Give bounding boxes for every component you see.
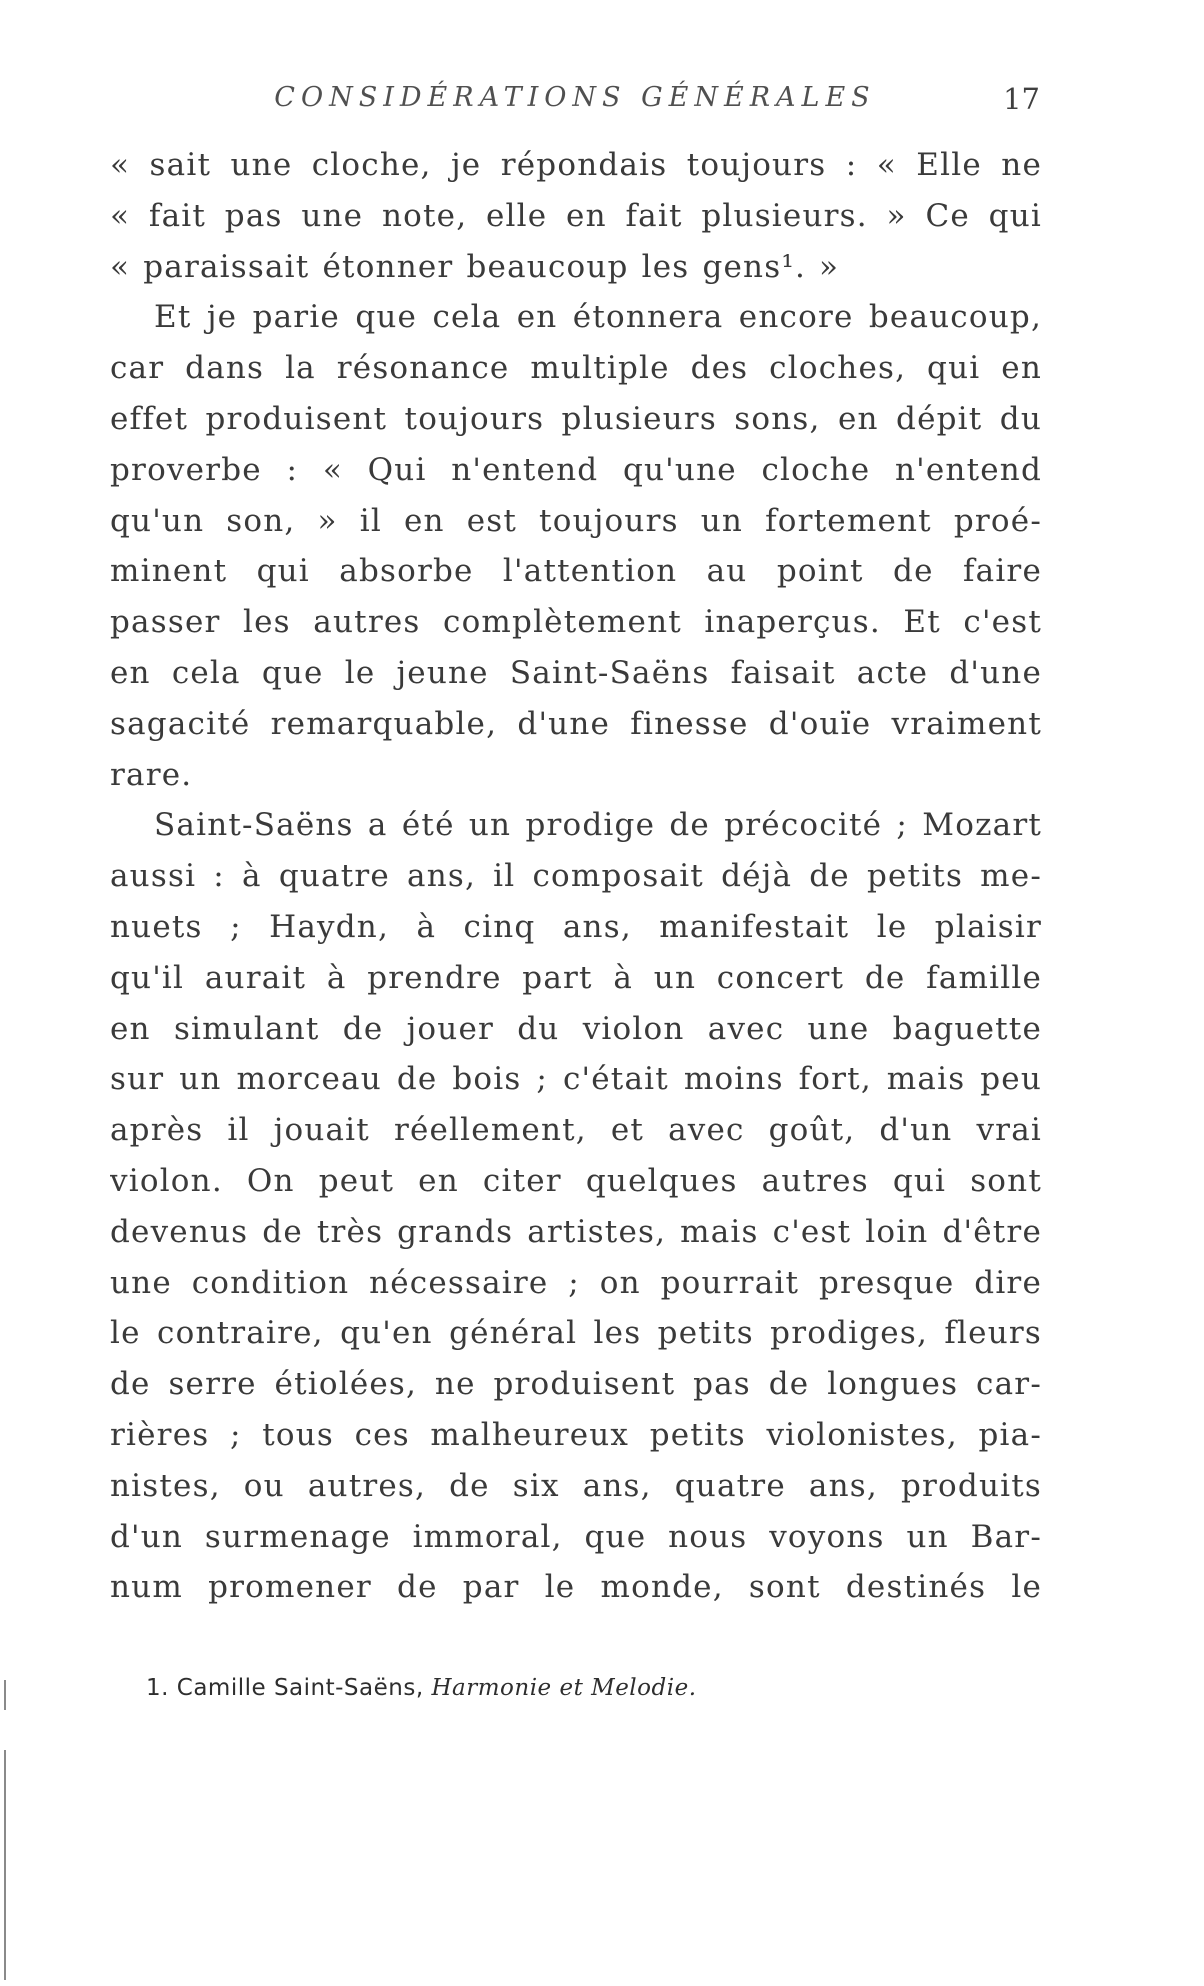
text-line: « sait une cloche, je répondais toujours : « Elle ne [110, 147, 1042, 183]
running-title: CONSIDÉRATIONS GÉNÉRALES [274, 82, 876, 113]
text-line: rières ; tous ces malheureux petits violonistes, pia- [110, 1416, 1042, 1453]
text-line: sur un morceau de bois ; c'était moins fort, mais peu [110, 1061, 1042, 1098]
text-line: car dans la résonance multiple des cloches, qui en [110, 350, 1042, 387]
footnote [146, 1668, 1026, 1708]
text-line: d'un surmenage immoral, que nous voyons un Bar- [110, 1518, 1042, 1555]
gutter-mark [4, 1680, 6, 1710]
text-line: effet produisent toujours plusieurs sons, en dépit du [110, 400, 1042, 437]
text-line: aussi : à quatre ans, il composait déjà de petits me- [110, 858, 1042, 895]
text-line: en cela que le jeune Saint-Saëns faisait acte d'une [110, 654, 1042, 691]
text-line: violon. On peut en citer quelques autres qui sont [110, 1162, 1042, 1199]
footnote-title: Harmonie et Melodie. [431, 1675, 697, 1701]
text-line: après il jouait réellement, et avec goût, d'un vrai [110, 1112, 1042, 1149]
text-line: proverbe : « Qui n'entend qu'une cloche n'entend [110, 451, 1042, 488]
text-line: « fait pas une note, elle en fait plusieurs. » Ce qui [110, 197, 1042, 234]
text-line: passer les autres complètement inaperçus. Et c'est [110, 604, 1042, 641]
text-line: « paraissait étonner beaucoup les gens¹. » [110, 248, 840, 285]
text-line: une condition nécessaire ; on pourrait presque dire [110, 1264, 1042, 1301]
text-line: qu'un son, » il en est toujours un fortement proé- [110, 502, 1042, 539]
text-line: nistes, ou autres, de six ans, quatre ans, produits [110, 1467, 1042, 1504]
text-line: num promener de par le monde, sont destinés le [110, 1569, 1042, 1606]
text-line: en simulant de jouer du violon avec une baguette [110, 1010, 1042, 1047]
text-line: devenus de très grands artistes, mais c'est loin d'être [110, 1213, 1042, 1250]
running-head [110, 82, 1040, 122]
footnote-author: Camille Saint-Saëns, [176, 1675, 424, 1701]
paragraph-start-line: Saint-Saëns a été un prodige de précocité ; Mozart [154, 807, 1042, 844]
body-text [110, 140, 1042, 1613]
paragraph-start-line: Et je parie que cela en étonnera encore beaucoup, [154, 299, 1042, 336]
gutter-mark [4, 1750, 6, 1980]
text-line: rare. [110, 756, 193, 793]
text-line: minent qui absorbe l'attention au point de faire [110, 553, 1042, 590]
text-line: nuets ; Haydn, à cinq ans, manifestait le plaisir [110, 908, 1042, 945]
text-line: de serre étiolées, ne produisent pas de longues car- [110, 1366, 1042, 1403]
text-line: le contraire, qu'en général les petits prodiges, fleurs [110, 1315, 1042, 1352]
text-line: sagacité remarquable, d'une finesse d'ouïe vraiment [110, 705, 1042, 742]
text-line: qu'il aurait à prendre part à un concert de famille [110, 959, 1042, 996]
page-number: 17 [1003, 82, 1040, 116]
footnote-marker: 1. [146, 1675, 169, 1701]
